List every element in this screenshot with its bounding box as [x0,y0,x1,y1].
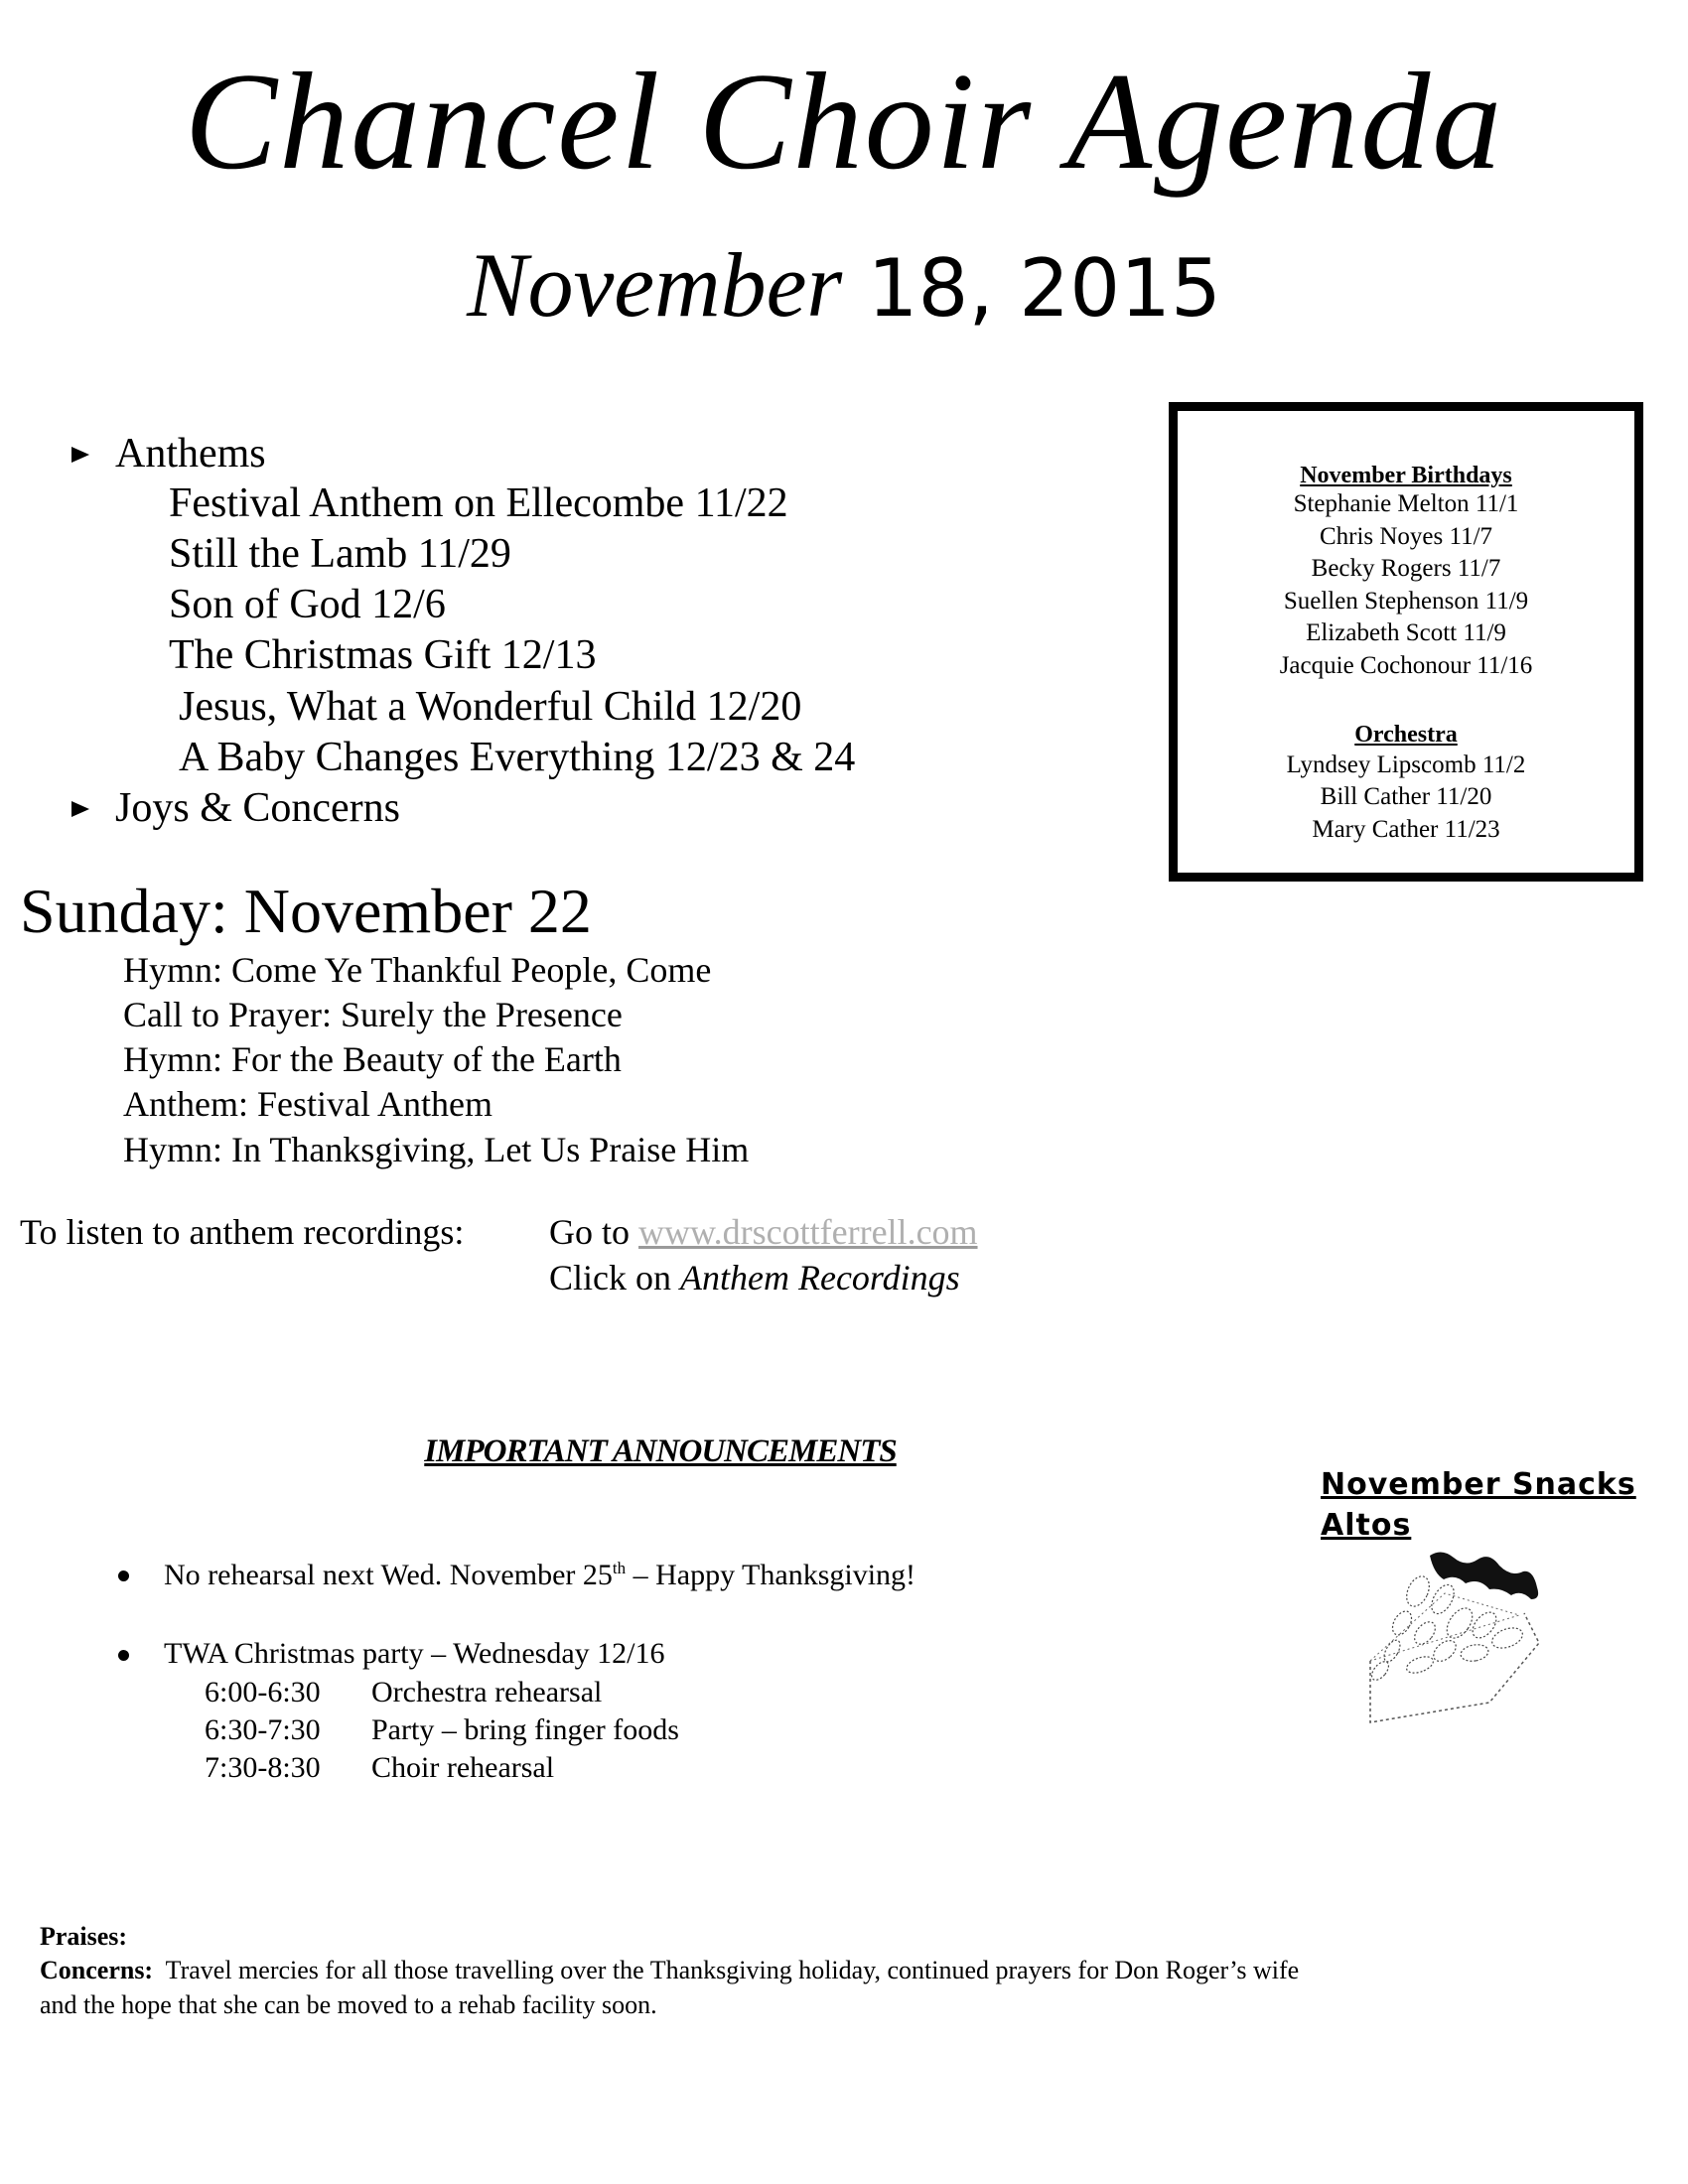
birthday-entry: Stephanie Melton 11/1 [1293,490,1519,517]
recordings-label: To listen to anthem recordings: [20,1212,465,1252]
praises-label [40,1919,127,1954]
anthem-item: Still the Lamb 11/29 [169,531,511,577]
concerns-line [40,1953,1299,1987]
ordinal-suffix: th [612,1559,627,1577]
schedule-time: 6:30-7:30 [205,1713,321,1746]
goto-text: Go to [549,1212,638,1252]
praises-heading: Praises: [40,1922,128,1951]
orchestra-entry: Bill Cather 11/20 [1320,783,1492,810]
birthdays-box [1169,402,1643,882]
joys-label: Joys & Concerns [115,785,400,831]
agenda-item-anthems [71,429,266,478]
announcements-heading: IMPORTANT ANNOUNCEMENTS [424,1433,897,1469]
anthem-item: Jesus, What a Wonderful Child 12/20 [179,684,802,730]
schedule-time: 7:30-8:30 [205,1751,321,1784]
bullet-dot-icon [118,1650,129,1661]
announcement-text: No rehearsal next Wed. November 25 [164,1559,613,1591]
recordings-goto [549,1209,978,1255]
anthem-item: The Christmas Gift 12/13 [169,632,597,678]
anthem-item: Son of God 12/6 [169,582,446,627]
click-on-text: Click on [549,1258,680,1297]
orchestra-entry: Lyndsey Lipscomb 11/2 [1286,751,1526,778]
service-item: Hymn: Come Ye Thankful People, Come [123,950,712,990]
birthday-entry: Chris Noyes 11/7 [1319,523,1493,550]
bullet-dot-icon [118,1570,129,1581]
anthem-item: A Baby Changes Everything 12/23 & 24 [179,735,856,780]
orchestra-heading: Orchestra [1354,722,1458,748]
concerns-heading: Concerns: [40,1956,154,1984]
birthday-entry: Jacquie Cochonour 11/16 [1279,652,1533,679]
service-item: Hymn: In Thanksgiving, Let Us Praise Him [123,1130,750,1169]
date-day-year: 18, 2015 [842,242,1221,335]
schedule-time: 6:00-6:30 [205,1676,321,1708]
snacks-heading: November Snacks [1321,1467,1636,1502]
anthems-label: Anthems [115,431,266,477]
orchestra-entry: Mary Cather 11/23 [1312,816,1500,843]
schedule-row [205,1749,554,1787]
page-title: Chancel Choir Agenda [184,45,1504,199]
schedule-row [205,1711,679,1749]
birthdays-heading: November Birthdays [1300,463,1512,488]
sunday-heading: Sunday: November 22 [20,876,592,946]
agenda-date [0,230,1688,343]
recordings-link[interactable]: www.drscottferrell.com [638,1212,978,1252]
anthem-recordings-target: Anthem Recordings [680,1258,960,1297]
anthem-item: Festival Anthem on Ellecombe 11/22 [169,480,788,526]
arrow-bullet-icon [71,801,89,817]
service-item: Call to Prayer: Surely the Presence [123,995,623,1034]
concerns-text: Travel mercies for all those travelling over the Thanksgiving holiday, continued prayers for Don Roger’s wife [153,1956,1300,1984]
service-item: Anthem: Festival Anthem [123,1084,492,1124]
announcement-item [164,1557,915,1594]
schedule-event: Orchestra rehearsal [371,1676,603,1708]
snacks-group: Altos [1321,1508,1412,1543]
recordings-click [549,1255,960,1300]
agenda-item-joys-concerns [71,783,400,833]
birthday-entry: Becky Rogers 11/7 [1311,555,1501,582]
service-item: Hymn: For the Beauty of the Earth [123,1039,622,1079]
announcement-item: TWA Christmas party – Wednesday 12/16 [164,1637,665,1670]
date-month: November [467,234,843,336]
arrow-bullet-icon [71,447,89,463]
concerns-line-2: and the hope that she can be moved to a rehab facility soon. [40,1990,657,2019]
schedule-event: Choir rehearsal [371,1751,555,1784]
birthday-entry: Suellen Stephenson 11/9 [1283,588,1529,614]
birthday-entry: Elizabeth Scott 11/9 [1306,619,1506,646]
schedule-event: Party – bring finger foods [371,1713,679,1746]
pie-slice-icon [1360,1544,1579,1742]
announcement-text: – Happy Thanksgiving! [626,1559,916,1591]
schedule-row [205,1674,602,1711]
